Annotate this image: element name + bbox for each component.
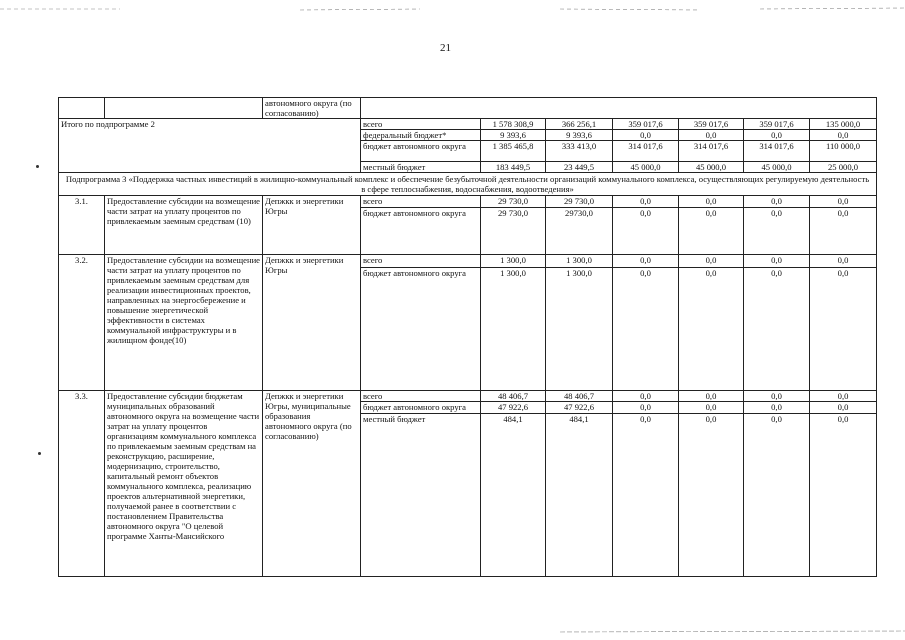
value-cell: 0,0	[810, 196, 877, 208]
item-executor: Депжкк и энергетики Югры, муниципальные образования автономного округа (по согласованию)	[263, 391, 361, 577]
source-cell: местный бюджет	[361, 414, 481, 577]
subprogram-title: Подпрограмма 3 «Поддержка частных инвестиций в жилищно-коммунальный комплекс и обеспечение безубыточной деятельности организаций коммунального комплекса, осуществляющих регулируемую деятельность в сфере теплоснабжения, водоснабжения, водоотведения»	[59, 173, 877, 196]
item-name: Предоставление субсидии на возмещение части затрат на уплату процентов по привлекаемым заемным средствам для реализации инвестиционных проектов, направленных на энергосбережение и повышение энергетической эффективности в системах коммунальной инфраструктуры и в жилищном фонде(10)	[105, 255, 263, 391]
cell	[59, 98, 105, 119]
cell	[105, 98, 263, 119]
scan-edge-top	[0, 6, 905, 14]
value-cell: 0,0	[613, 402, 679, 414]
source-cell: бюджет автономного округа	[361, 402, 481, 414]
item-executor: Депжкк и энергетики Югры	[263, 196, 361, 255]
item-number: 3.3.	[59, 391, 105, 577]
source-cell: всего	[361, 119, 481, 130]
source-cell: бюджет автономного округа	[361, 141, 481, 162]
value-cell: 1 300,0	[546, 268, 613, 391]
scan-speck	[36, 165, 39, 168]
value-cell: 0,0	[744, 414, 810, 577]
item-number: 3.2.	[59, 255, 105, 391]
value-cell: 0,0	[679, 196, 744, 208]
value-cell: 1 300,0	[481, 268, 546, 391]
value-cell: 0,0	[679, 402, 744, 414]
value-cell: 0,0	[810, 255, 877, 268]
value-cell: 1 300,0	[481, 255, 546, 268]
value-cell: 366 256,1	[546, 119, 613, 130]
value-cell: 47 922,6	[481, 402, 546, 414]
value-cell: 0,0	[810, 402, 877, 414]
value-cell: 0,0	[679, 130, 744, 141]
value-cell: 0,0	[613, 391, 679, 402]
page-number: 21	[440, 42, 451, 54]
scan-edge-bottom	[0, 628, 905, 636]
value-cell: 9 393,6	[481, 130, 546, 141]
item-executor: Депжкк и энергетики Югры	[263, 255, 361, 391]
value-cell: 0,0	[744, 255, 810, 268]
item-number: 3.1.	[59, 196, 105, 255]
value-cell: 47 922,6	[546, 402, 613, 414]
value-cell: 0,0	[613, 255, 679, 268]
value-cell: 0,0	[613, 130, 679, 141]
item-name: Предоставление субсидии бюджетам муниципальных образований автономного округа на возмещение части затрат на уплату процентов организациям коммунального комплекса по привлекаемым заемным средствам на реконструкцию, расширение, модернизацию, строительство, капитальный ремонт объектов коммунального комплекса, реализацию проектов альтернативной энергетики, получаемой ранее в соответствии с постановлением Правительства автономного округа "О целевой программе Ханты-Мансийского	[105, 391, 263, 577]
value-cell: 25 000,0	[810, 162, 877, 173]
value-cell: 314 017,6	[613, 141, 679, 162]
value-cell: 1 578 308,9	[481, 119, 546, 130]
value-cell: 29 730,0	[546, 196, 613, 208]
value-cell: 0,0	[744, 402, 810, 414]
value-cell: 0,0	[810, 268, 877, 391]
subtotal-label: Итого по подпрограмме 2	[59, 119, 361, 173]
value-cell: 359 017,6	[613, 119, 679, 130]
value-cell: 0,0	[810, 414, 877, 577]
budget-table	[58, 97, 877, 577]
value-cell: 0,0	[810, 208, 877, 255]
source-cell: федеральный бюджет*	[361, 130, 481, 141]
value-cell: 135 000,0	[810, 119, 877, 130]
value-cell: 0,0	[810, 391, 877, 402]
value-cell: 314 017,6	[744, 141, 810, 162]
value-cell: 484,1	[546, 414, 613, 577]
value-cell: 183 449,5	[481, 162, 546, 173]
value-cell: 314 017,6	[679, 141, 744, 162]
value-cell: 0,0	[744, 130, 810, 141]
value-cell: 359 017,6	[744, 119, 810, 130]
value-cell: 0,0	[679, 255, 744, 268]
source-cell: бюджет автономного округа	[361, 208, 481, 255]
value-cell: 359 017,6	[679, 119, 744, 130]
value-cell: 484,1	[481, 414, 546, 577]
value-cell: 9 393,6	[546, 130, 613, 141]
value-cell: 1 385 465,8	[481, 141, 546, 162]
value-cell: 45 000,0	[744, 162, 810, 173]
value-cell: 0,0	[679, 414, 744, 577]
value-cell: 29 730,0	[481, 208, 546, 255]
value-cell: 0,0	[744, 196, 810, 208]
source-cell: всего	[361, 391, 481, 402]
value-cell: 110 000,0	[810, 141, 877, 162]
source-cell: всего	[361, 196, 481, 208]
value-cell: 0,0	[679, 208, 744, 255]
value-cell: 45 000,0	[679, 162, 744, 173]
value-cell: 48 406,7	[546, 391, 613, 402]
value-cell: 29730,0	[546, 208, 613, 255]
value-cell: 0,0	[613, 208, 679, 255]
value-cell: 0,0	[744, 208, 810, 255]
item-name: Предоставление субсидии на возмещение части затрат на уплату процентов по привлекаемым заемным средствам (10)	[105, 196, 263, 255]
value-cell: 1 300,0	[546, 255, 613, 268]
value-cell: 0,0	[744, 268, 810, 391]
scan-speck	[38, 452, 41, 455]
value-cell: 45 000,0	[613, 162, 679, 173]
source-cell: всего	[361, 255, 481, 268]
value-cell: 0,0	[810, 130, 877, 141]
cell	[361, 98, 877, 119]
source-cell: местный бюджет	[361, 162, 481, 173]
value-cell: 0,0	[613, 414, 679, 577]
value-cell: 0,0	[679, 268, 744, 391]
value-cell: 0,0	[744, 391, 810, 402]
value-cell: 0,0	[613, 268, 679, 391]
value-cell: 0,0	[613, 196, 679, 208]
value-cell: 333 413,0	[546, 141, 613, 162]
value-cell: 29 730,0	[481, 196, 546, 208]
executor-cell: автономного округа (по согласованию)	[263, 98, 361, 119]
value-cell: 23 449,5	[546, 162, 613, 173]
value-cell: 48 406,7	[481, 391, 546, 402]
value-cell: 0,0	[679, 391, 744, 402]
source-cell: бюджет автономного округа	[361, 268, 481, 391]
